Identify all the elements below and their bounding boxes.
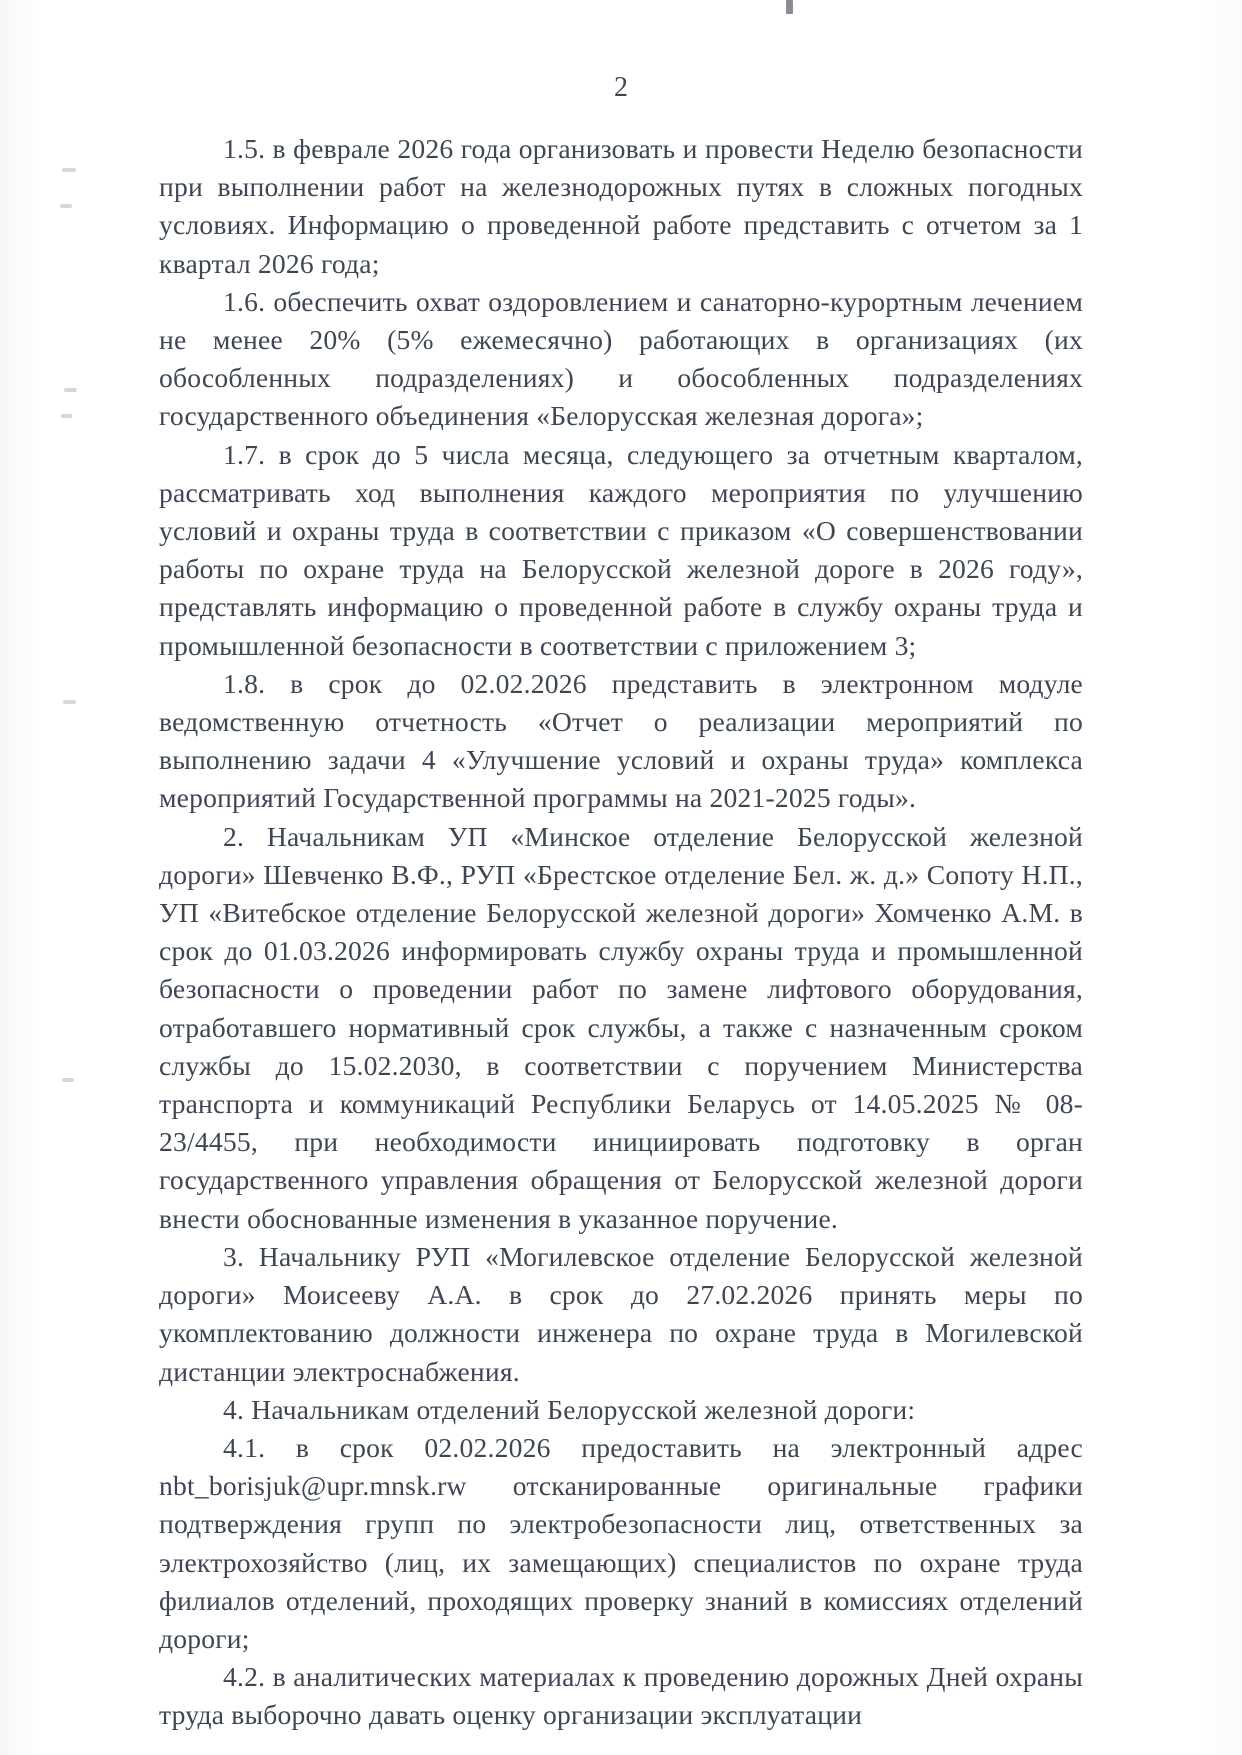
scan-artifact-top [786,0,793,14]
paragraph-4-1: 4.1. в срок 02.02.2026 предоставить на электронный адрес nbt_borisjuk@upr.mnsk.rw отсканированные оригинальные графики подтверждения групп по электробезопасности лиц, ответственных за электрохозяйство (лиц, их замещающих) специалистов по охране труда филиалов отделений, проходящих проверку знаний в комиссиях отделений дороги; [159,1431,1083,1654]
document-body [159,130,1083,1735]
paragraph-1-8: 1.8. в срок до 02.02.2026 представить в электронном модуле ведомственную отчетность «Отчет о реализации мероприятий по выполнению задачи 4 «Улучшение условий и охраны труда» комплекса мероприятий Государственной программы на 2021-2025 годы». [159,667,1083,814]
paragraph-1-7: 1.7. в срок до 5 числа месяца, следующего за отчетным кварталом, рассматривать ход выполнения каждого мероприятия по улучшению условий и охраны труда в соответствии с приказом «О совершенствовании работы по охране труда на Белорусской железной дороге в 2026 году», представлять информацию о проведенной работе в службу охраны труда и промышленной безопасности в соответствии с приложением 3; [159,438,1083,661]
scan-artifact-left-margin [61,414,72,418]
page-number: 2 [614,72,628,103]
paragraph-4-2: 4.2. в аналитических материалах к проведению дорожных Дней охраны труда выборочно давать оценку организации эксплуатации [159,1661,1083,1731]
scan-artifact-left-margin [62,168,76,172]
paragraph-1-5: 1.5. в феврале 2026 года организовать и провести Неделю безопасности при выполнении работ на железнодорожных путях в сложных погодных условиях. Информацию о проведенной работе представить с отчетом за 1 квартал 2026 года; [159,133,1083,279]
scan-artifact-left-margin [64,388,77,392]
paragraph-1-6: 1.6. обеспечить охват оздоровлением и санаторно-курортным лечением не менее 20% (5% ежемесячно) работающих в организациях (их обособленных подразделениях) и обособленных подразделениях государственного объединения «Белорусская железная дорога»; [159,285,1083,432]
scan-artifact-left-margin [60,204,72,208]
paragraph-4: 4. Начальникам отделений Белорусской железной дороги: [223,1393,916,1425]
scan-artifact-left-margin [63,700,76,704]
scan-artifact-left-margin [62,1078,74,1082]
paragraph-3: 3. Начальнику РУП «Могилевское отделение Белорусской железной дороги» Моисееву А.А. в срок до 27.02.2026 принять меры по укомплектованию должности инженера по охране труда в Могилевской дистанции электроснабжения. [159,1240,1083,1387]
paragraph-2: 2. Начальникам УП «Минское отделение Белорусской железной дороги» Шевченко В.Ф., РУП «Брестское отделение Бел. ж. д.» Сопоту Н.П., УП «Витебское отделение Белорусской железной дороги» Хомченко А.М. в срок до 01.03.2026 информировать службу охраны труда и промышленной безопасности о проведении работ по замене лифтового оборудования, отработавшего нормативный срок службы, а также с назначенным сроком службы до 15.02.2030, в соответствии с поручением Министерства транспорта и коммуникаций Республики Беларусь от 14.05.2025 № 08-23/4455, при необходимости инициировать подготовку в орган государственного управления обращения от Белорусской железной дороги внести обоснованные изменения в указанное поручение. [159,820,1083,1234]
